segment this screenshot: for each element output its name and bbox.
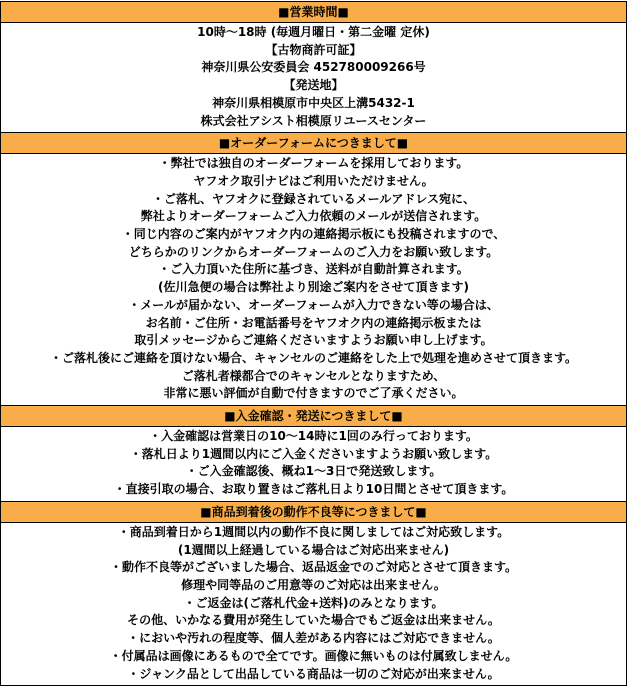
order-form-line: 取引メッセージからご連絡くださいますようお願い申し上げます。 [134, 333, 493, 348]
ship-from-heading: 【発送地】 [283, 78, 344, 93]
business-hours-header: ■営業時間■ [1, 2, 626, 23]
defect-policy-line: ・ご返金は(ご落札代金+送料)のみとなります。 [183, 595, 444, 610]
order-form-line: お名前・ご住所・お電話番号をヤフオク内の連絡掲示板または [145, 315, 482, 330]
defect-policy-line: その他、いかなる費用が発生していた場合でもご返金は出来ません。 [127, 613, 500, 628]
license-heading: 【古物商許可証】 [265, 42, 362, 57]
order-form-line: ご落札者様都合でのキャンセルとなりますため、 [181, 368, 446, 383]
business-hours-body [1, 23, 626, 133]
order-form-line: どちらかのリンクからオーダーフォームのご入力をお願い致します。 [128, 244, 499, 259]
license-number: 神奈川県公安委員会 452780009266号 [201, 60, 426, 75]
order-form-line: 非常に悪い評価が自動で付きますのでご了承ください。 [163, 386, 464, 401]
ship-from-address: 神奈川県相模原市中央区上溝5432-1 [212, 95, 415, 110]
payment-shipping-body [1, 427, 626, 502]
company-name: 株式会社アシスト相模原リユースセンター [200, 113, 427, 128]
defect-policy-line: ・動作不良等がございました場合、返品返金でのご対応とさせて頂きます。 [109, 560, 518, 575]
payment-shipping-line: ・直接引取の場合、お取り置きはご落札日より10日間とさせて頂きます。 [113, 482, 514, 497]
order-form-line: ・ご入力頂いた住所に基づき、送料が自動計算されます。 [158, 262, 469, 277]
defect-policy-header: ■商品到着後の動作不良等につきまして■ [1, 502, 626, 523]
order-form-line: ヤフオク取引ナビはご利用いただけません。 [193, 173, 434, 188]
defect-policy-line: ・商品到着日から1週間以内の動作不良に関しましてはご対応致します。 [117, 524, 510, 539]
order-form-header: ■オーダーフォームにつきまして■ [1, 133, 626, 154]
business-hours-line: 10時～18時 (毎週月曜日・第二金曜 定休) [197, 25, 430, 39]
defect-policy-body [1, 523, 626, 685]
defect-policy-line: ・においや汚れの程度等、個人差がある内容にはご対応できません。 [127, 631, 500, 646]
order-form-body [1, 154, 626, 406]
order-form-line: ・弊社では独自のオーダーフォームを採用しております。 [158, 156, 469, 171]
order-form-line: ・ご落札、ヤフオクに登録されているメールアドレス宛に、 [151, 191, 476, 206]
order-form-line: ・メールが届かない、オーダーフォームが入力できない等の場合は、 [128, 297, 499, 312]
payment-shipping-header: ■入金確認・発送につきまして■ [1, 406, 626, 427]
order-form-line: ・ご落札後にご連絡を頂けない場合、キャンセルのご連絡をした上で処理を進めさせて頂きます。 [49, 350, 578, 365]
defect-policy-line: ・付属品は画像にあるもので全てです。画像に無いものは付属致しません。 [109, 648, 518, 663]
payment-shipping-line: ・ご入金確認後、概ね1～3日で発送致します。 [185, 464, 442, 479]
payment-shipping-line: ・入金確認は営業日の10～14時に1回のみ行っております。 [149, 429, 478, 444]
order-form-line: (佐川急便の場合は弊社より別途ご案内をさせて頂きます) [158, 280, 469, 295]
order-form-line: ・同じ内容のご案内がヤフオク内の連絡掲示板にも投稿されますので、 [121, 227, 506, 242]
order-form-line: 弊社よりオーダーフォームご入力依頼のメールが送信されます。 [140, 209, 487, 224]
shop-info-table [0, 1, 627, 686]
defect-policy-line: (1週間以上経過している場合はご対応出来ません) [177, 542, 450, 557]
defect-policy-line: 修理や同等品のご用意等のご対応は出来ません。 [181, 577, 446, 592]
defect-policy-line: ・ジャンク品として出品している商品は一切のご対応が出来ません。 [127, 666, 500, 681]
payment-shipping-line: ・落札日より1週間以内にご入金くださいますようお願い致します。 [129, 446, 498, 461]
